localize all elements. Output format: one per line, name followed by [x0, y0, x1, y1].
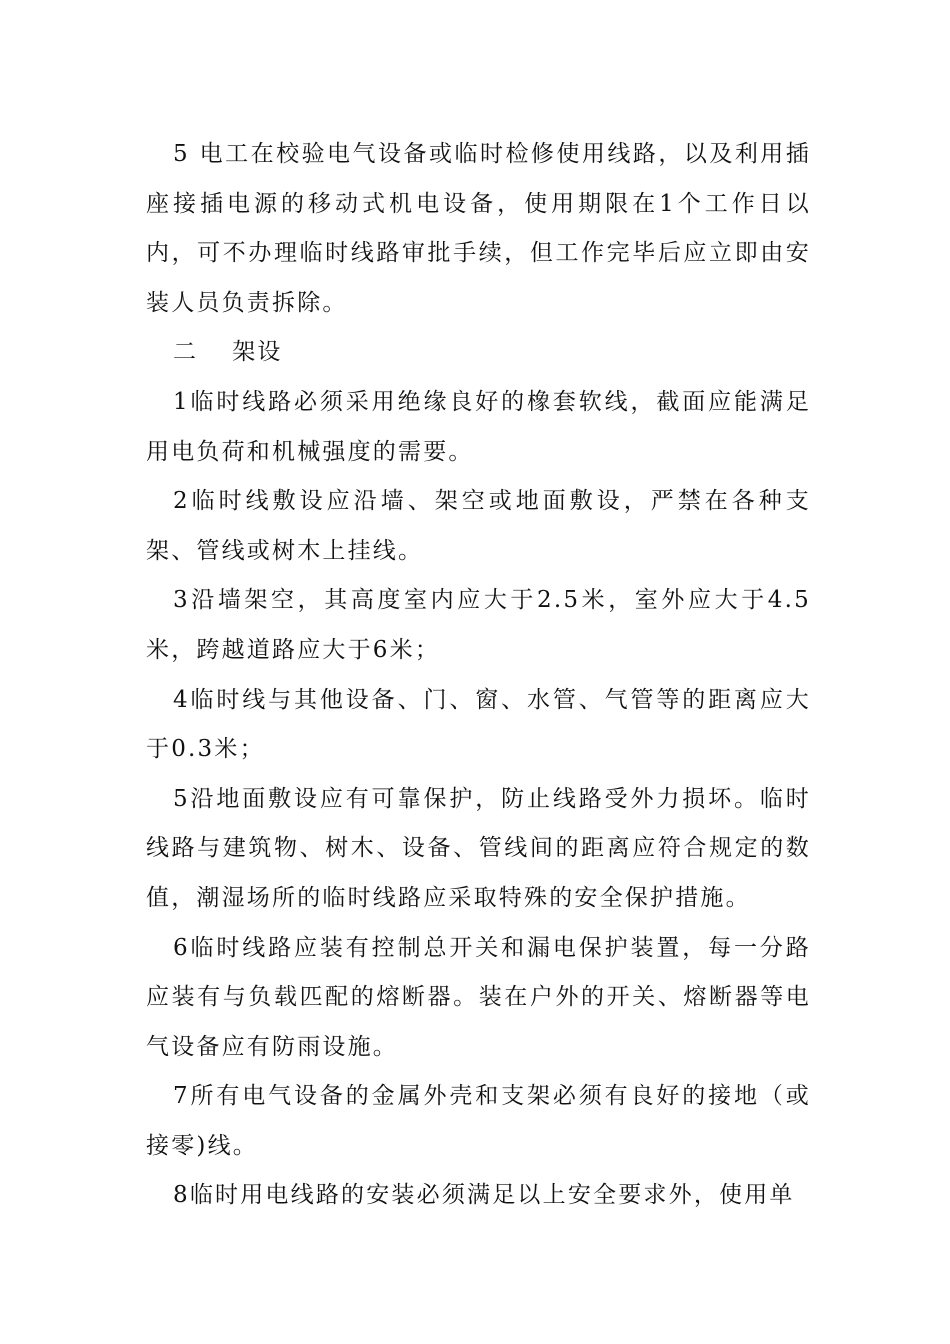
list-item: 3沿墙架空，其高度室内应大于2.5米，室外应大于4.5米，跨越道路应大于6米； — [146, 587, 811, 663]
list-item: 4临时线与其他设备、门、窗、水管、气管等的距离应大于0.3米； — [146, 686, 811, 763]
document-body — [146, 130, 811, 1221]
list-item: 1临时线路必须采用绝缘良好的橡套软线，截面应能满足用电负荷和机械强度的需要。 — [146, 388, 811, 465]
section-number: 二 — [173, 339, 199, 366]
list-item: 7所有电气设备的金属外壳和支架必须有良好的接地（或接零)线。 — [146, 1083, 811, 1159]
paragraph-item-5-exemption: 5 电工在校验电气设备或临时检修使用线路，以及利用插座接插电源的移动式机电设备，使用期限在1个工作日以内，可不办理临时线路审批手续，但工作完毕后应立即由安装人员负责拆除。 — [146, 141, 811, 316]
list-item: 8临时用电线路的安装必须满足以上安全要求外，使用单 — [173, 1182, 795, 1209]
section-heading — [146, 328, 811, 378]
list-item: 5沿地面敷设应有可靠保护，防止线路受外力损坏。临时线路与建筑物、树木、设备、管线间的距离应符合规定的数值，潮湿场所的临时线路应采取特殊的安全保护措施。 — [146, 785, 811, 911]
list-item: 6临时线路应装有控制总开关和漏电保护装置，每一分路应装有与负载匹配的熔断器。装在户外的开关、熔断器等电气设备应有防雨设施。 — [146, 934, 811, 1060]
section-title: 架设 — [232, 339, 283, 366]
list-item: 2临时线敷设应沿墙、架空或地面敷设，严禁在各种支架、管线或树木上挂线。 — [146, 488, 811, 564]
